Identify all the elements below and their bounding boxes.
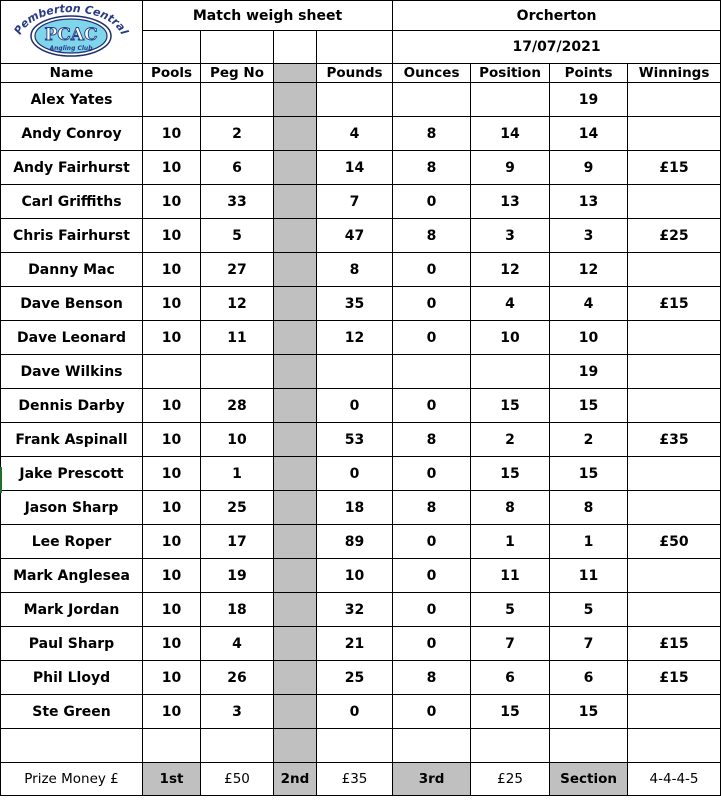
divider-cell [274,321,317,355]
player-name: Andy Conroy [1,117,143,151]
pools-value: 10 [143,117,201,151]
winnings-value [628,389,721,423]
divider-cell [274,525,317,559]
points-value: 11 [550,559,628,593]
peg-number: 27 [201,253,274,287]
ounces-value: 8 [393,491,471,525]
blank-cell [317,31,393,64]
pounds-value: 47 [317,219,393,253]
prize-third-label: 3rd [393,763,471,796]
winnings-value [628,185,721,219]
col-header-pounds: Pounds [317,64,393,83]
divider-cell [274,83,317,117]
position-value [471,355,550,389]
col-header-pools: Pools [143,64,201,83]
table-row [1,627,721,661]
table-row [1,83,721,117]
pools-value: 10 [143,695,201,729]
player-name: Chris Fairhurst [1,219,143,253]
pools-value: 10 [143,389,201,423]
peg-number [201,355,274,389]
prize-second-label: 2nd [274,763,317,796]
peg-number: 10 [201,423,274,457]
prize-second-amount: £35 [317,763,393,796]
prize-section-value: 4-4-4-5 [628,763,721,796]
divider-cell [274,117,317,151]
pools-value: 10 [143,593,201,627]
divider-cell [274,695,317,729]
position-value: 5 [471,593,550,627]
points-value: 7 [550,627,628,661]
match-date: 17/07/2021 [393,31,721,64]
sheet-title: Match weigh sheet [143,1,393,31]
table-row [1,491,721,525]
logo-arc-text: Pemberton Central [11,2,131,37]
col-header-name: Name [1,64,143,83]
position-value: 11 [471,559,550,593]
player-name: Mark Anglesea [1,559,143,593]
col-header-divider [274,64,317,83]
logo-sub-text: Angling Club [49,45,93,52]
divider-cell [274,627,317,661]
table-row [1,695,721,729]
peg-number: 4 [201,627,274,661]
divider-cell [274,559,317,593]
winnings-value: £35 [628,423,721,457]
player-name: Jason Sharp [1,491,143,525]
pools-value: 10 [143,151,201,185]
points-value: 10 [550,321,628,355]
divider-cell [274,491,317,525]
divider-cell [274,423,317,457]
pounds-value: 10 [317,559,393,593]
winnings-value: £50 [628,525,721,559]
pounds-value: 0 [317,695,393,729]
ounces-value: 0 [393,457,471,491]
pools-value: 10 [143,559,201,593]
col-header-position: Position [471,64,550,83]
table-row [1,355,721,389]
position-value: 15 [471,389,550,423]
points-value: 19 [550,355,628,389]
player-name: Andy Fairhurst [1,151,143,185]
table-row [1,525,721,559]
ounces-value: 0 [393,627,471,661]
player-name: Dennis Darby [1,389,143,423]
table-row [1,457,721,491]
points-value: 19 [550,83,628,117]
points-value: 5 [550,593,628,627]
winnings-value [628,457,721,491]
winnings-value: £15 [628,151,721,185]
pools-value: 10 [143,525,201,559]
table-row [1,117,721,151]
ounces-value: 0 [393,559,471,593]
pounds-value: 0 [317,389,393,423]
table-row [1,185,721,219]
blank-cell [201,31,274,64]
winnings-value [628,559,721,593]
points-value: 1 [550,525,628,559]
points-value: 12 [550,253,628,287]
player-name: Ste Green [1,695,143,729]
points-value: 14 [550,117,628,151]
points-value: 6 [550,661,628,695]
points-value: 3 [550,219,628,253]
pounds-value: 89 [317,525,393,559]
pools-value: 10 [143,287,201,321]
position-value: 13 [471,185,550,219]
divider-cell [274,185,317,219]
peg-number: 18 [201,593,274,627]
pools-value: 10 [143,491,201,525]
winnings-value [628,491,721,525]
points-value: 15 [550,389,628,423]
blank-cell [143,31,201,64]
pounds-value: 14 [317,151,393,185]
table-row [1,559,721,593]
ounces-value: 0 [393,389,471,423]
position-value: 8 [471,491,550,525]
prize-first-amount: £50 [201,763,274,796]
peg-number: 12 [201,287,274,321]
player-name: Frank Aspinall [1,423,143,457]
divider-cell [274,661,317,695]
peg-number [201,83,274,117]
divider-cell [274,593,317,627]
peg-number: 6 [201,151,274,185]
winnings-value [628,253,721,287]
position-value: 9 [471,151,550,185]
player-name: Lee Roper [1,525,143,559]
col-header-winnings: Winnings [628,64,721,83]
peg-number: 1 [201,457,274,491]
winnings-value [628,321,721,355]
prize-third-amount: £25 [471,763,550,796]
divider-cell [274,389,317,423]
player-name: Carl Griffiths [1,185,143,219]
points-value: 15 [550,457,628,491]
winnings-value: £15 [628,287,721,321]
ounces-value: 8 [393,151,471,185]
ounces-value: 0 [393,287,471,321]
col-header-peg: Peg No [201,64,274,83]
points-value: 8 [550,491,628,525]
points-value: 15 [550,695,628,729]
position-value: 6 [471,661,550,695]
pools-value [143,355,201,389]
pools-value: 10 [143,661,201,695]
winnings-value [628,83,721,117]
table-row [1,321,721,355]
points-value: 9 [550,151,628,185]
pounds-value: 18 [317,491,393,525]
position-value: 12 [471,253,550,287]
peg-number: 33 [201,185,274,219]
column-header-row [1,64,721,83]
position-value: 2 [471,423,550,457]
winnings-value [628,695,721,729]
table-row [1,287,721,321]
player-name: Dave Wilkins [1,355,143,389]
pounds-value: 8 [317,253,393,287]
blank-cell [274,31,317,64]
player-name: Paul Sharp [1,627,143,661]
col-header-points: Points [550,64,628,83]
pools-value: 10 [143,219,201,253]
pounds-value: 0 [317,457,393,491]
ounces-value: 8 [393,219,471,253]
points-value: 13 [550,185,628,219]
pounds-value: 32 [317,593,393,627]
pounds-value: 53 [317,423,393,457]
player-name: Phil Lloyd [1,661,143,695]
winnings-value: £15 [628,627,721,661]
divider-cell [274,253,317,287]
peg-number: 28 [201,389,274,423]
position-value: 15 [471,457,550,491]
player-name: Danny Mac [1,253,143,287]
winnings-value [628,355,721,389]
table-row [1,253,721,287]
logo-initials: PCAC [44,25,98,45]
divider-cell [274,219,317,253]
pools-value: 10 [143,627,201,661]
table-row [1,593,721,627]
row-marker [0,467,2,493]
table-row [1,661,721,695]
position-value: 15 [471,695,550,729]
player-name: Dave Leonard [1,321,143,355]
table-row [1,151,721,185]
pounds-value: 25 [317,661,393,695]
position-value: 10 [471,321,550,355]
pools-value: 10 [143,423,201,457]
points-value: 4 [550,287,628,321]
ounces-value: 0 [393,321,471,355]
ounces-value: 0 [393,593,471,627]
player-name: Mark Jordan [1,593,143,627]
divider-cell [274,287,317,321]
table-row [1,423,721,457]
club-logo [7,2,135,60]
peg-number: 17 [201,525,274,559]
pounds-value: 35 [317,287,393,321]
blank-row [1,729,721,763]
pools-value: 10 [143,457,201,491]
ounces-value: 8 [393,423,471,457]
player-name: Alex Yates [1,83,143,117]
ounces-value: 8 [393,661,471,695]
club-logo-icon [7,2,135,60]
divider-cell [274,151,317,185]
position-value: 3 [471,219,550,253]
ounces-value [393,355,471,389]
player-name: Jake Prescott [1,457,143,491]
pounds-value: 4 [317,117,393,151]
ounces-value: 0 [393,185,471,219]
pounds-value [317,355,393,389]
club-logo-cell [1,1,143,64]
peg-number: 3 [201,695,274,729]
pounds-value: 21 [317,627,393,661]
position-value: 1 [471,525,550,559]
ounces-value [393,83,471,117]
table-row [1,219,721,253]
position-value: 14 [471,117,550,151]
prize-first-label: 1st [143,763,201,796]
winnings-value: £25 [628,219,721,253]
peg-number: 2 [201,117,274,151]
pounds-value: 12 [317,321,393,355]
winnings-value [628,117,721,151]
position-value: 7 [471,627,550,661]
winnings-value [628,593,721,627]
position-value [471,83,550,117]
prize-money-row [1,763,721,796]
venue: Orcherton [393,1,721,31]
ounces-value: 0 [393,253,471,287]
pools-value: 10 [143,321,201,355]
player-name: Dave Benson [1,287,143,321]
ounces-value: 0 [393,695,471,729]
pools-value: 10 [143,185,201,219]
col-header-ounces: Ounces [393,64,471,83]
peg-number: 26 [201,661,274,695]
prize-section-label: Section [550,763,628,796]
position-value: 4 [471,287,550,321]
peg-number: 11 [201,321,274,355]
divider-cell [274,355,317,389]
ounces-value: 0 [393,525,471,559]
divider-cell [274,457,317,491]
peg-number: 19 [201,559,274,593]
pounds-value [317,83,393,117]
winnings-value: £15 [628,661,721,695]
pools-value: 10 [143,253,201,287]
peg-number: 25 [201,491,274,525]
ounces-value: 8 [393,117,471,151]
peg-number: 5 [201,219,274,253]
pounds-value: 7 [317,185,393,219]
table-row [1,389,721,423]
prize-money-label: Prize Money £ [1,763,143,796]
points-value: 2 [550,423,628,457]
pools-value [143,83,201,117]
